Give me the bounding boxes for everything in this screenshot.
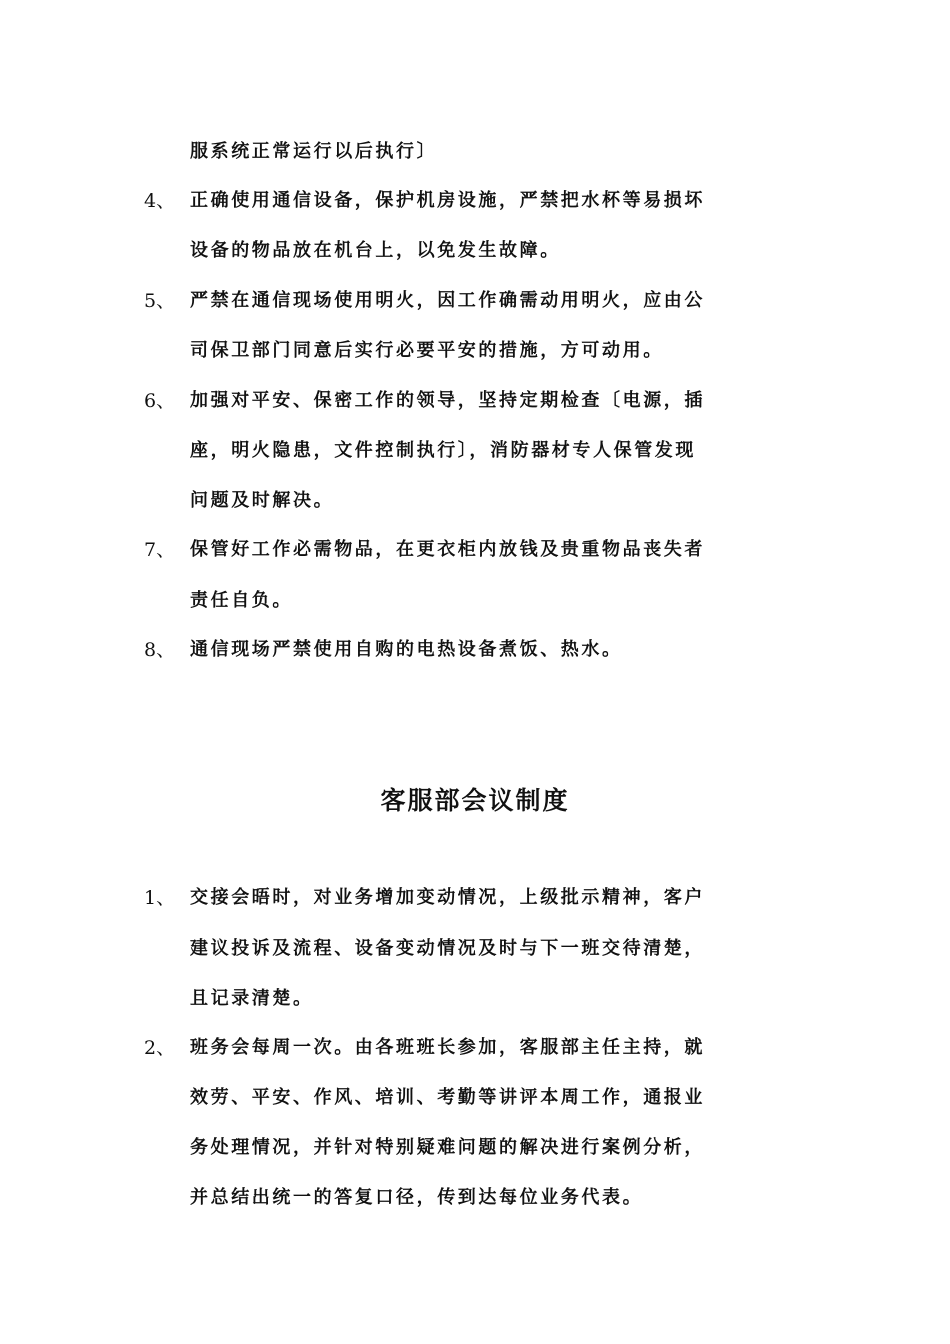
item-line: 正确使用通信设备，保护机房设施，严禁把水杯等易损坏 bbox=[190, 190, 705, 211]
item-line: 务处理情况，并针对特别疑难问题的解决进行案例分析， bbox=[190, 1137, 705, 1158]
item-line: 效劳、平安、作风、培训、考勤等讲评本周工作，通报业 bbox=[190, 1087, 705, 1108]
item-line: 班务会每周一次。由各班班长参加，客服部主任主持，就 bbox=[190, 1037, 705, 1058]
item-line: 建议投诉及流程、设备变动情况及时与下一班交待清楚， bbox=[190, 938, 705, 959]
item-line: 交接会晤时，对业务增加变动情况，上级批示精神，客户 bbox=[190, 887, 705, 908]
item-line: 加强对平安、保密工作的领导，坚持定期检查〔电源，插 bbox=[190, 390, 705, 411]
item-line: 责任自负。 bbox=[190, 590, 293, 611]
item-line: 设备的物品放在机台上，以免发生故障。 bbox=[190, 240, 561, 261]
section-title: 客服部会议制度 bbox=[380, 786, 570, 815]
paragraph-continuation: 服系统正常运行以后执行〕 bbox=[190, 141, 438, 162]
item-number: 1、 bbox=[144, 887, 176, 909]
item-line: 严禁在通信现场使用明火，因工作确需动用明火，应由公 bbox=[190, 290, 705, 311]
item-number: 4、 bbox=[144, 190, 176, 212]
item-number: 5、 bbox=[144, 290, 176, 312]
item-line: 且记录清楚。 bbox=[190, 988, 314, 1009]
item-line: 通信现场严禁使用自购的电热设备煮饭、热水。 bbox=[190, 639, 623, 660]
item-number: 6、 bbox=[144, 390, 176, 412]
item-line: 问题及时解决。 bbox=[190, 490, 335, 511]
item-number: 2、 bbox=[144, 1037, 176, 1059]
item-number: 8、 bbox=[144, 639, 176, 661]
item-line: 司保卫部门同意后实行必要平安的措施，方可动用。 bbox=[190, 340, 664, 361]
item-line: 座，明火隐患，文件控制执行〕，消防器材专人保管发现 bbox=[190, 440, 696, 461]
item-line: 保管好工作必需物品，在更衣柜内放钱及贵重物品丧失者 bbox=[190, 539, 705, 560]
item-line: 并总结出统一的答复口径，传到达每位业务代表。 bbox=[190, 1187, 644, 1208]
item-number: 7、 bbox=[144, 539, 176, 561]
